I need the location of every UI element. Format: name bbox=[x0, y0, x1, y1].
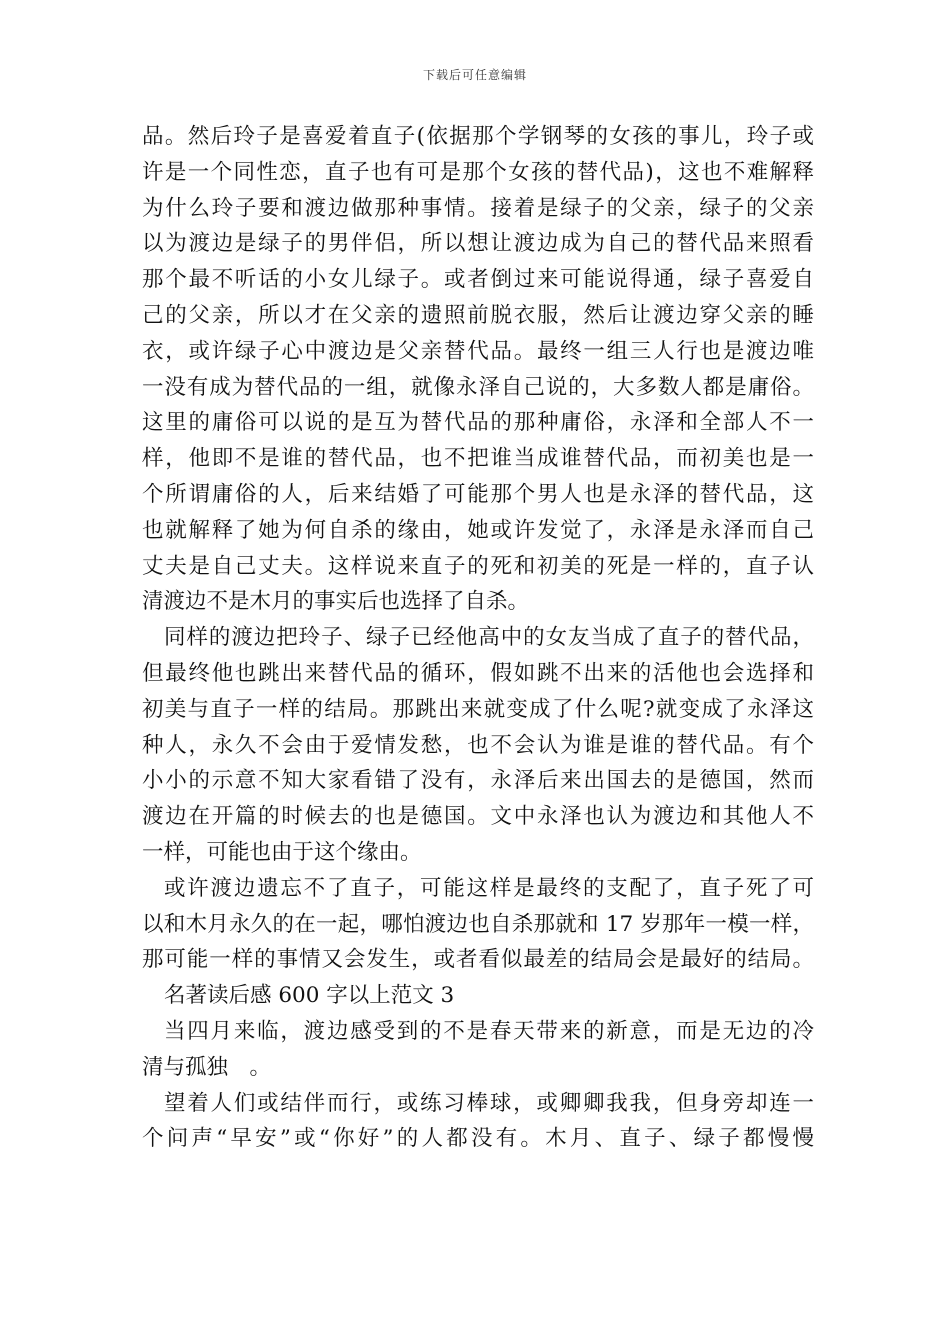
text-line: 渡边在开篇的时候去的也是德国。文中永泽也认为渡边和其他人不 bbox=[142, 804, 814, 830]
text-line: 己的父亲，所以才在父亲的遗照前脱衣服，然后让渡边穿父亲的睡 bbox=[142, 302, 814, 328]
text-line: 那可能一样的事情又会发生，或者看似最差的结局会是最好的结局。 bbox=[142, 947, 814, 973]
document-body bbox=[142, 119, 814, 1157]
text-line: 那个最不听话的小女儿绿子。或者倒过来可能说得通，绿子喜爱自 bbox=[142, 267, 814, 293]
page-header: 下载后可任意编辑 bbox=[422, 68, 527, 82]
text-line: 但最终他也跳出来替代品的循环，假如跳不出来的活他也会选择和 bbox=[142, 660, 814, 686]
text-line: 小小的示意不知大家看错了没有，永泽后来出国去的是德国，然而 bbox=[142, 768, 814, 794]
paragraph-1 bbox=[142, 119, 814, 620]
text-line: 样，他即不是谁的替代品，也不把谁当成谁替代品，而初美也是一 bbox=[142, 446, 814, 472]
text-line: 这里的庸俗可以说的是互为替代品的那种庸俗，永泽和全部人不一 bbox=[142, 410, 814, 436]
paragraph-2 bbox=[142, 620, 814, 871]
text-line: 种人，永久不会由于爱情发愁，也不会认为谁是谁的替代品。有个 bbox=[142, 732, 814, 758]
text-line: 也就解释了她为何自杀的缘由，她或许发觉了，永泽是永泽而自己 bbox=[142, 517, 814, 543]
text-line: 丈夫是自己丈夫。这样说来直子的死和初美的死是一样的，直子认 bbox=[142, 553, 814, 579]
text-line: 同样的渡边把玲子、绿子已经他高中的女友当成了直子的替代品， bbox=[164, 625, 814, 651]
text-line: 个所谓庸俗的人，后来结婚了可能那个男人也是永泽的替代品，这 bbox=[142, 481, 814, 507]
text-line: 一没有成为替代品的一组，就像永泽自己说的，大多数人都是庸俗。 bbox=[142, 374, 814, 400]
text-line: 一样，可能也由于这个缘由。 bbox=[142, 839, 422, 865]
section-heading bbox=[142, 978, 814, 1014]
text-line: 望着人们或结伴而行，或练习棒球，或卿卿我我，但身旁却连一 bbox=[164, 1090, 814, 1116]
text-line: 或许渡边遗忘不了直子，可能这样是最终的支配了，直子死了可 bbox=[164, 875, 814, 901]
text-line: 衣，或许绿子心中渡边是父亲替代品。最终一组三人行也是渡边唯 bbox=[142, 338, 814, 364]
text-line: 品。然后玲子是喜爱着直子(依据那个学钢琴的女孩的事儿，玲子或 bbox=[142, 124, 814, 149]
text-line: 清与孤独 。 bbox=[142, 1054, 272, 1080]
text-line: 个问声“早安”或“你好”的人都没有。木月、直子、绿子都慢慢 bbox=[142, 1126, 814, 1152]
text-line: 当四月来临，渡边感受到的不是春天带来的新意，而是无边的冷 bbox=[164, 1018, 814, 1044]
paragraph-5 bbox=[142, 1086, 814, 1158]
text-line: 以为渡边是绿子的男伴侣，所以想让渡边成为自己的替代品来照看 bbox=[142, 231, 814, 257]
paragraph-4 bbox=[142, 1014, 814, 1086]
text-line: 许是一个同性恋，直子也有可是那个女孩的替代品)，这也不难解释 bbox=[142, 159, 814, 185]
text-line: 为什么玲子要和渡边做那种事情。接着是绿子的父亲，绿子的父亲 bbox=[142, 195, 814, 221]
section-title: 名著读后感 600 字以上范文 3 bbox=[164, 983, 455, 1009]
text-line: 以和木月永久的在一起，哪怕渡边也自杀那就和 17 岁那年一模一样， bbox=[142, 911, 814, 937]
text-line: 清渡边不是木月的事实后也选择了自杀。 bbox=[142, 589, 530, 615]
text-line: 初美与直子一样的结局。那跳出来就变成了什么呢?就变成了永泽这 bbox=[142, 696, 814, 722]
paragraph-3 bbox=[142, 871, 814, 978]
